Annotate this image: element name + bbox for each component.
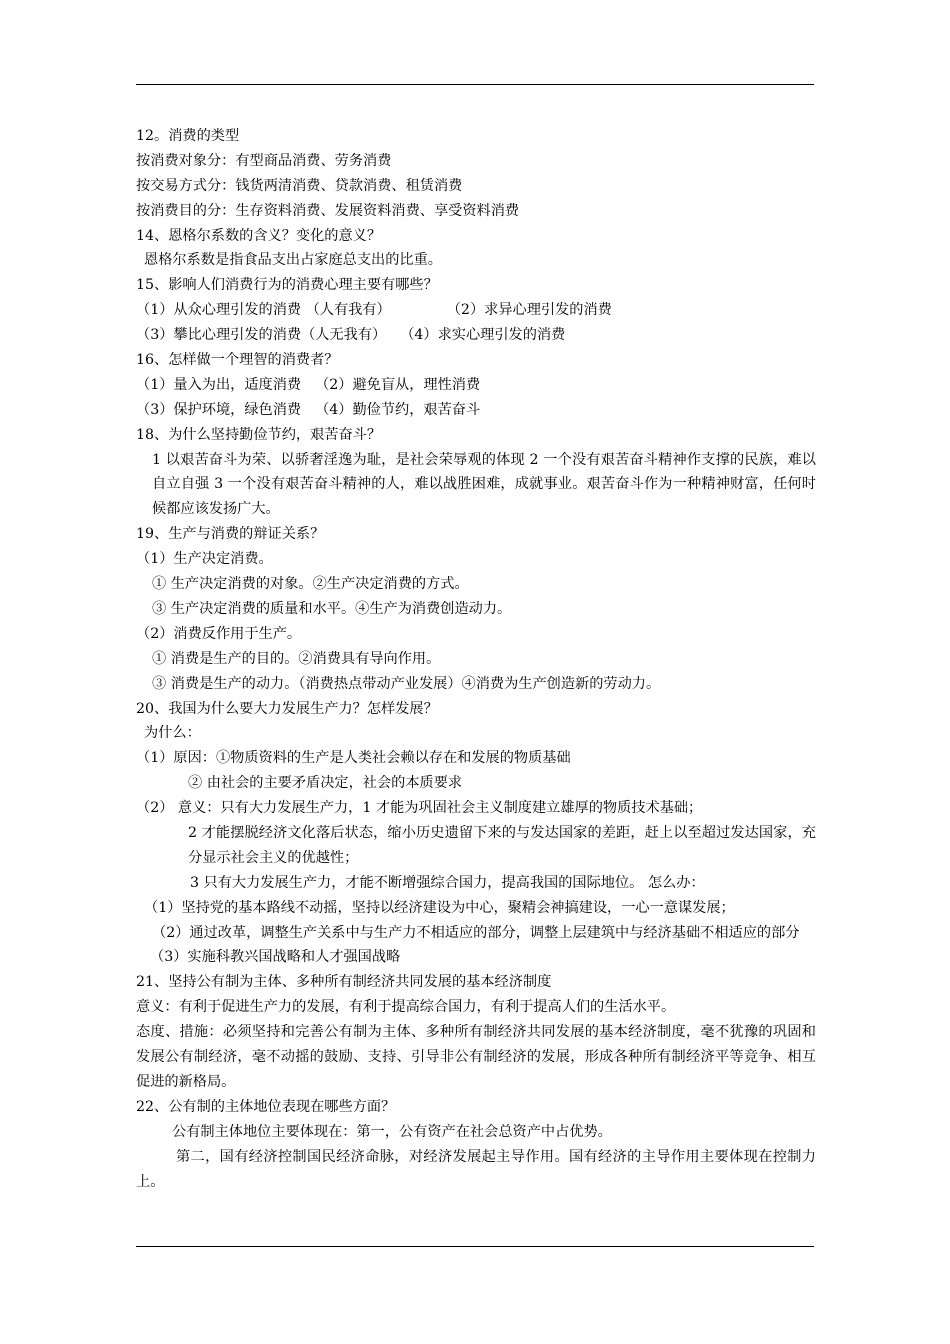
text-line: ② 由社会的主要矛盾决定，社会的本质要求 <box>188 775 463 792</box>
section-heading-14: 14、恩格尔系数的含义？变化的意义？ <box>136 227 382 244</box>
list-row <box>136 373 816 398</box>
paragraph: （2）通过改革，调整生产关系中与生产力不相适应的部分，调整上层建筑中与经济基础不相适应的部分 <box>152 924 800 941</box>
text-line: 按消费目的分：生存资料消费、发展资料消费、享受资料消费 <box>136 202 520 219</box>
paragraph: 第二，国有经济控制国民经济命脉，对经济发展起主导作用。国有经济的主导作用主要体现在控制力上。 <box>136 1148 816 1190</box>
text-line: ③ 生产决定消费的质量和水平。④生产为消费创造动力。 <box>152 600 512 617</box>
list-item: （1）从众心理引发的消费 （人有我有） <box>136 302 391 319</box>
list-item: （4）求实心理引发的消费 <box>400 327 566 344</box>
section-heading-12: 12。消费的类型 <box>136 128 240 144</box>
section-heading-15: 15、影响人们消费行为的消费心理主要有哪些？ <box>136 277 438 294</box>
list-item: （3）攀比心理引发的消费（人无我有） <box>136 327 387 344</box>
paragraph: 2 才能摆脱经济文化落后状态，缩小历史遗留下来的与发达国家的差距，赶上以至超过发达国家，充分显示社会主义的优越性； <box>188 824 816 866</box>
paragraph: 1 以艰苦奋斗为荣、以骄奢淫逸为耻，是社会荣辱观的体现 2 一个没有艰苦奋斗精神作支撑的民族，难以自立自强 3 一个没有艰苦奋斗精神的人，难以战胜困难，成就事业。艰苦奋斗作为一种精神财富，任何时候都应该发扬广大。 <box>152 451 816 518</box>
text-line: （1）坚持党的基本路线不动摇，坚持以经济建设为中心，聚精会神搞建设，一心一意谋发展； <box>144 899 735 916</box>
list-item: （3）保护环境，绿色消费 <box>136 401 302 418</box>
text-line: ① 消费是生产的目的。②消费具有导向作用。 <box>152 650 441 667</box>
section-heading-18: 18、为什么坚持勤俭节约，艰苦奋斗？ <box>136 426 382 443</box>
section-heading-20: 20、我国为什么要大力发展生产力？怎样发展？ <box>136 700 438 717</box>
text-line: 意义：有利于促进生产力的发展，有利于提高综合国力，有利于提高人们的生活水平。 <box>136 999 676 1016</box>
section-heading-21: 21、坚持公有制为主体、多种所有制经济共同发展的基本经济制度 <box>136 974 552 991</box>
text-line: （1）生产决定消费。 <box>136 551 273 568</box>
text-line: （2） 意义：只有大力发展生产力，1 才能为巩固社会主义制度建立雄厚的物质技术基础； <box>136 800 703 817</box>
paragraph: 态度、措施：必须坚持和完善公有制为主体、多种所有制经济共同发展的基本经济制度，毫不犹豫的巩固和发展公有制经济，毫不动摇的鼓励、支持、引导非公有制经济的发展，形成各种所有制经济平等竞争、相互促进的新格局。 <box>136 1024 816 1090</box>
list-item: （2）避免盲从，理性消费 <box>315 376 481 393</box>
text-line: （3）实施科教兴国战略和人才强国战略 <box>150 949 401 966</box>
section-heading-16: 16、怎样做一个理智的消费者？ <box>136 352 339 369</box>
text-line: （2）消费反作用于生产。 <box>136 625 302 642</box>
text-line: 3 只有大力发展生产力，才能不断增强综合国力，提高我国的国际地位。 怎么办： <box>190 874 705 891</box>
text-line: 恩格尔系数是指食品支出占家庭总支出的比重。 <box>144 252 442 269</box>
footer-rule <box>136 1246 814 1247</box>
section-heading-19: 19、生产与消费的辩证关系？ <box>136 526 325 543</box>
text-line: 按交易方式分：钱货两清消费、贷款消费、租赁消费 <box>136 177 463 194</box>
list-item: （1）量入为出，适度消费 <box>136 376 302 393</box>
text-line: ① 生产决定消费的对象。②生产决定消费的方式。 <box>152 576 469 593</box>
list-item: （4）勤俭节约，艰苦奋斗 <box>315 401 481 418</box>
list-row <box>136 398 816 423</box>
text-line: 为什么： <box>144 725 201 742</box>
header-rule <box>136 84 814 85</box>
list-item: （2）求异心理引发的消费 <box>446 302 612 319</box>
text-line: 公有制主体地位主要体现在：第一，公有资产在社会总资产中占优势。 <box>172 1123 612 1140</box>
document-body <box>136 124 816 1194</box>
list-row <box>136 298 816 323</box>
text-line: ③ 消费是生产的动力。（消费热点带动产业发展）④消费为生产创造新的劳动力。 <box>152 675 661 692</box>
section-heading-22: 22、公有制的主体地位表现在哪些方面？ <box>136 1098 396 1115</box>
text-line: （1）原因：①物质资料的生产是人类社会赖以存在和发展的物质基础 <box>136 750 571 767</box>
list-row <box>136 323 816 348</box>
text-line: 按消费对象分：有型商品消费、劳务消费 <box>136 152 392 169</box>
